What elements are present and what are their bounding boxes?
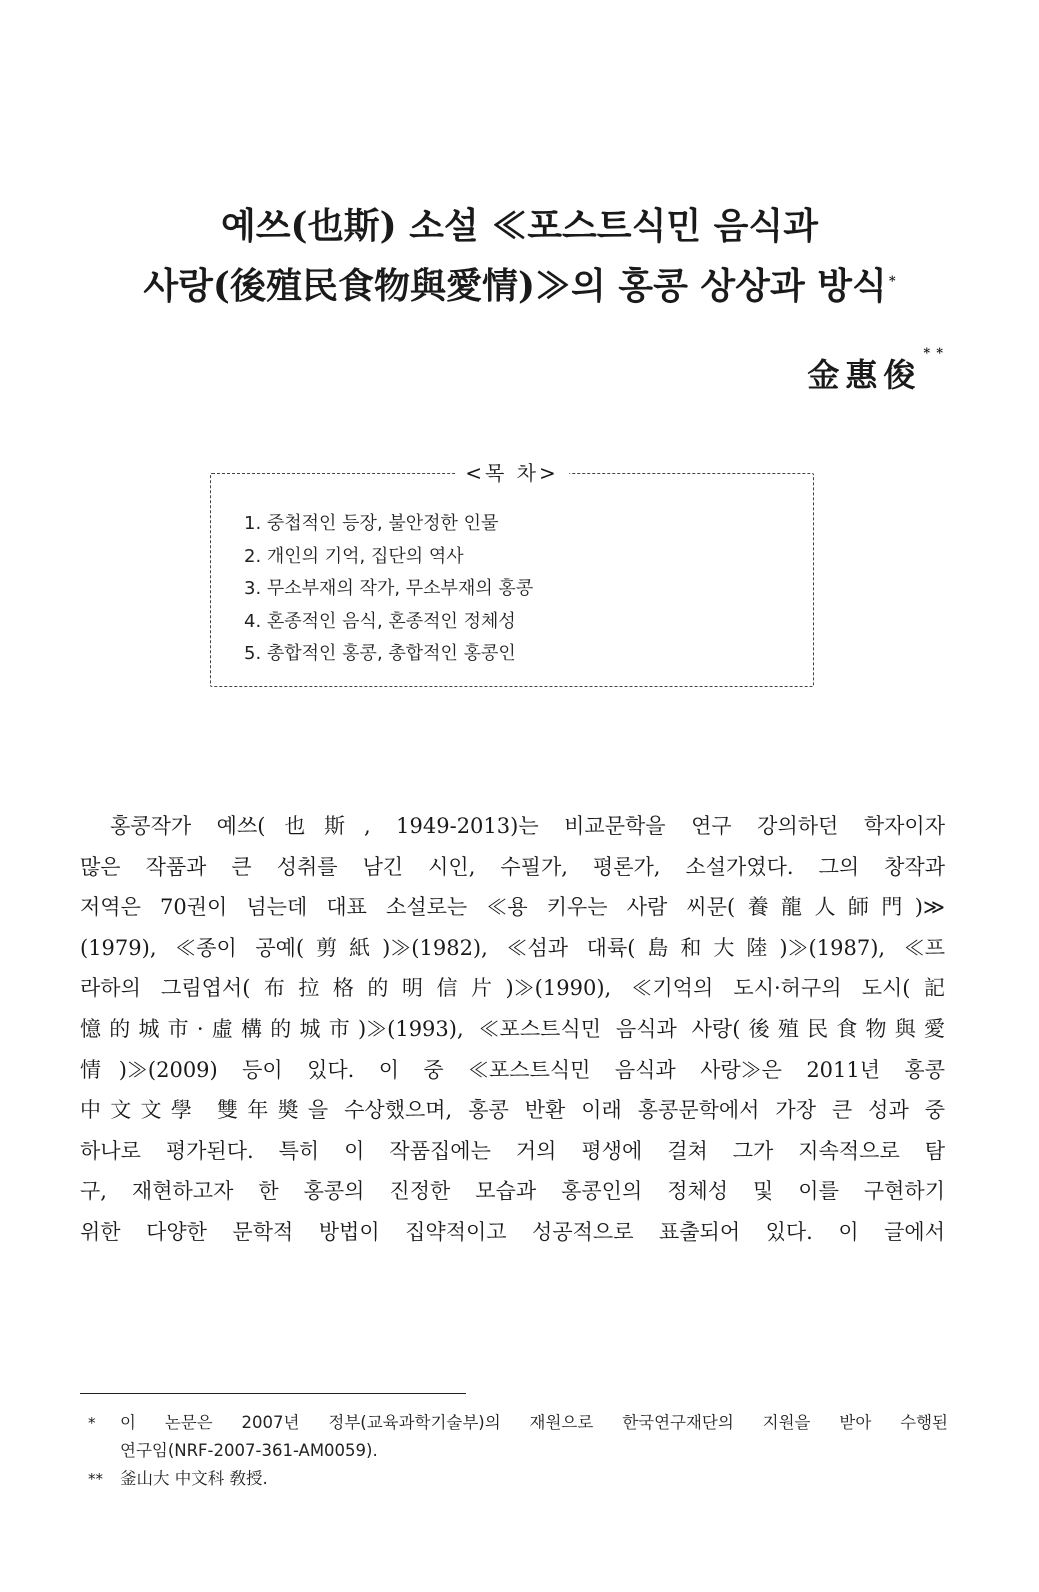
footnote-separator [80, 1393, 466, 1394]
toc-item: 2. 개인의 기억, 집단의 역사 [244, 545, 464, 567]
author-name-text: 金惠俊 [807, 356, 922, 394]
body-line: 저역은 70권이 넘는데 대표 소설로는 ≪용 키우는 사람 씨문(養龍人師門)≫ [80, 895, 945, 920]
body-line: 憶的城市·虛構的城市)≫(1993), ≪포스트식민 음식과 사랑(後殖民食物與愛 [80, 1016, 945, 1041]
body-line: 하나로 평가된다. 특히 이 작품집에는 거의 평생에 걸쳐 그가 지속적으로 탐 [80, 1138, 945, 1163]
footnote-funding [88, 1409, 948, 1465]
body-line: 情)≫(2009) 등이 있다. 이 중 ≪포스트식민 음식과 사랑≫은 2011년 홍콩 [80, 1057, 945, 1082]
toc-list [244, 508, 533, 671]
title-line-2-text: 사랑(後殖民食物與愛情)≫의 홍콩 상상과 방식 [143, 265, 887, 307]
table-of-contents-box [210, 461, 814, 687]
body-line: 구, 재현하고자 한 홍콩의 진정한 모습과 홍콩인의 정체성 및 이를 구현하기 [80, 1179, 945, 1204]
footnote-affiliation [88, 1465, 948, 1493]
toc-item: 4. 혼종적인 음식, 혼종적인 정체성 [244, 610, 516, 632]
title-line-2 [80, 256, 959, 316]
toc-item: 5. 총합적인 홍콩, 총합적인 홍콩인 [244, 643, 516, 664]
footnote-mark: * [88, 1414, 96, 1432]
author-footnote-mark: ** [923, 346, 949, 361]
footnote-mark: ** [88, 1470, 103, 1488]
footnote-line: 연구임(NRF-2007-361-AM0059). [120, 1441, 378, 1460]
body-line: 라하의 그림엽서(布拉格的明信片)≫(1990), ≪기억의 도시·허구의 도시(記 [80, 976, 945, 1001]
toc-item: 3. 무소부재의 작가, 무소부재의 홍콩 [244, 578, 534, 599]
title-footnote-mark: * [888, 274, 896, 289]
toc-item: 1. 중첩적인 등장, 불안정한 인물 [244, 513, 499, 534]
title-line-1: 예쓰(也斯) 소설 ≪포스트식민 음식과 [221, 205, 818, 247]
footnote-line: 이 논문은 2007년 정부(교육과학기술부)의 재원으로 한국연구재단의 지원을 받아 수행된 [120, 1413, 948, 1432]
body-line: 홍콩작가 예쓰(也斯, 1949-2013)는 비교문학을 연구 강의하던 학자이자 [110, 814, 945, 838]
paper-title [80, 196, 959, 316]
body-line: 中文文學 雙年奬을 수상했으며, 홍콩 반환 이래 홍콩문학에서 가장 큰 성과 중 [80, 1098, 945, 1123]
body-paragraph [80, 806, 945, 1253]
toc-title: <목 차> [455, 460, 569, 486]
footnotes [88, 1409, 948, 1493]
author-name [807, 346, 949, 396]
body-line: 위한 다양한 문학적 방법이 집약적이고 성공적으로 표출되어 있다. 이 글에서 [80, 1219, 945, 1244]
body-line: (1979), ≪종이 공예(剪紙)≫(1982), ≪섬과 대륙(島和大陸)≫(1987), ≪프 [80, 935, 945, 960]
footnote-line: 釜山大 中文科 敎授. [120, 1469, 268, 1488]
body-line: 많은 작품과 큰 성취를 남긴 시인, 수필가, 평론가, 소설가였다. 그의 창작과 [80, 854, 945, 879]
